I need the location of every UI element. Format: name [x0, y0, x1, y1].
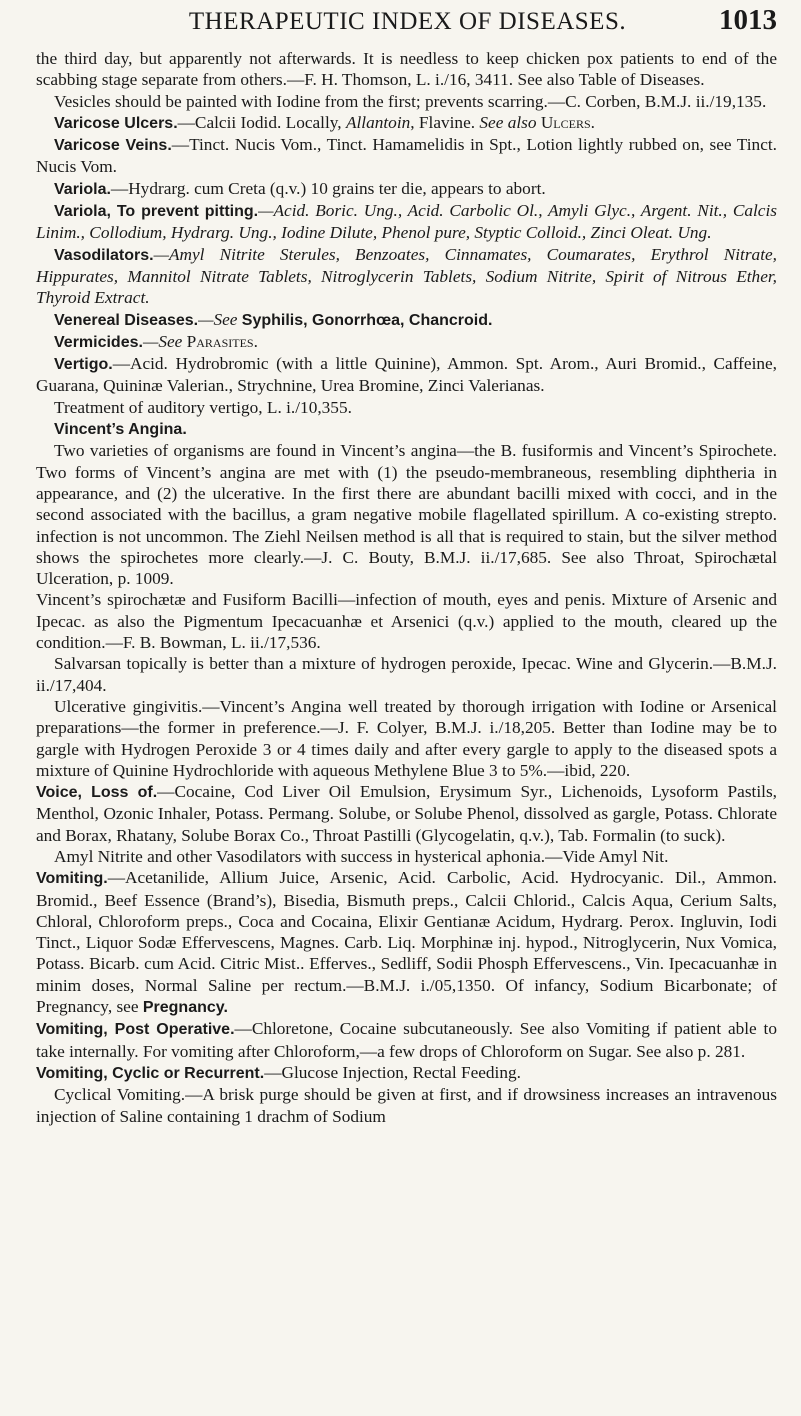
entry-vomiting — [36, 867, 777, 1018]
entry-text: the third day, but apparently not afterwards. It is needless to keep chicken pox patients to end of the scabbing stage separate from others.—F. H. Thomson, L. i./16, 3411. See also Table of Diseases. — [36, 49, 777, 90]
entry-paragraph — [36, 91, 777, 112]
entry-text: Cyclical Vomiting.—A brisk purge should be given at first, and if drowsiness increases an intravenous injection of Saline containing 1 drachm of Sodium — [36, 1085, 777, 1126]
entry-text: Two varieties of organisms are found in Vincent’s angina—the B. fusiformis and Vincent’s Spirochete. Two forms of Vincent’s angina are met with (1) the pseudo-membraneous, resembling diphtheria in appearance, and (2) the ulcerative. In the first there are abundant bacilli mixed with cocci, and in the second associated with the bacillus, a gram negative mobile flagellated spirillum. A co-existing strepto. infection is not uncommon. The Ziehl Neilsen method is all that is required to stain, but the silver method shows the spirochetes more clearly.—J. C. Bouty, B.M.J. ii./17,685. See also Throat, Spirochætal Ulceration, p. 1009. — [36, 441, 777, 589]
entry-text: —Calcii Iodid. Locally, — [177, 112, 346, 132]
entry-varicose-ulcers — [36, 112, 777, 134]
entry-paragraph — [36, 653, 777, 696]
entry-heading: Vomiting, Post Operative. — [36, 1021, 235, 1039]
entry-text: —Chloretone, Cocaine subcutaneously. See also Vomiting if patient able to take internally. For vomiting after Chloroform,—a few drops of Chloroform on Sugar. See also p. 281. — [36, 1019, 777, 1061]
entry-paragraph — [36, 1084, 777, 1127]
entry-text: Amyl Nitrite and other Vasodilators with success in hysterical aphonia.—Vide Amyl Nit. — [54, 846, 669, 866]
running-header — [36, 4, 777, 48]
entry-text: See also — [479, 112, 537, 132]
entry-text: —See — [142, 331, 187, 351]
entry-heading: Variola, To prevent pitting. — [54, 203, 259, 221]
entry-vasodilators — [36, 244, 777, 309]
entry-heading: Vasodilators. — [54, 246, 154, 264]
entry-heading: Vomiting. — [36, 870, 108, 888]
entry-text: Salvarsan topically is better than a mixture of hydrogen peroxide, Ipecac. Wine and Glycerin.—B.M.J. ii./17,404. — [36, 654, 777, 695]
entry-paragraph — [36, 48, 777, 91]
entry-text: Treatment of auditory vertigo, L. i./10,355. — [54, 397, 352, 417]
entry-vincents-angina — [36, 418, 777, 440]
entry-paragraph — [36, 440, 777, 589]
entry-heading: Venereal Diseases. — [54, 311, 199, 329]
entry-text: —Acid. Hydrobromic (with a little Quinine), Ammon. Spt. Arom., Auri Bromid., Caffeine, Guarana, Quininæ Valerian., Strychnine, Urea Bromine, Zinci Valerianas. — [36, 354, 777, 396]
page-number: 1013 — [719, 4, 777, 36]
entry-heading: Vincent’s Angina. — [54, 421, 187, 439]
entry-vermicides — [36, 331, 777, 353]
entry-text: Vesicles should be painted with Iodine from the first; prevents scarring.—C. Corben, B.M.J. ii./19,135. — [54, 91, 767, 111]
entry-text: Pregnancy. — [142, 999, 228, 1017]
entry-heading: Voice, Loss of. — [36, 784, 158, 802]
entry-text: —Amyl Nitrite Sterules, Benzoates, Cinnamates, Coumarates, Erythrol Nitrate, Hippurates, Mannitol Nitrate Tablets, Nitroglycerin Tablets, Sodium Nitrite, Spirit of Nitrous Ether, Thyroid Extract. — [36, 244, 777, 308]
entry-text: —Glucose Injection, Rectal Feeding. — [264, 1062, 521, 1082]
entry-varicose-veins — [36, 134, 777, 178]
entry-text: , Flavine. — [410, 112, 480, 132]
entry-heading: Varicose Veins. — [54, 137, 172, 155]
entry-text: —Acetanilide, Allium Juice, Arsenic, Acid. Carbolic, Acid. Hydrocyanic. Dil., Ammon. Bromid., Beef Essence (Brand’s), Bisedia, Bismuth preps., Calcii Chlorid., Calcis Aqua, Cerium Salts, Chloral, Chloroform preps., Coca and Cocaina, Elixir Gentianæ Acidum, Hydrarg. Perox. Ingluvin, Iodi Tinct., Liquor Sodæ Effervescens, Magnes. Carb. Liq. Morphinæ inj. hypod., Nitroglycerin, Nux Vomica, Potass. Bicarb. cum Acid. Citric Mist.. Efferves., Sedliff, Sodii Phosph Effervescens., Vin. Ipecacuanhæ in minim doses, Normal Saline per rectum.—B.M.J. i./05,1350. Of infancy, Sodium Bicarbonate; of Pregnancy, see — [36, 868, 777, 1017]
entry-text: Vincent’s spirochætæ and Fusiform Bacilli—infection of mouth, eyes and penis. Mixture of Arsenic and Ipecac. as also the Pigmentum Ipecacuanhæ et Arsenici (q.v.) applied to the mouth, cleared up the condition.—F. B. Bowman, L. ii./17,536. — [36, 590, 777, 653]
entry-venereal-diseases — [36, 309, 777, 331]
entry-text: Ulcers. — [540, 112, 595, 132]
entry-text: —Hydrarg. cum Creta (q.v.) 10 grains ter die, appears to abort. — [110, 178, 546, 198]
entry-vomiting-cyclic — [36, 1062, 777, 1084]
entry-paragraph — [36, 589, 777, 653]
entry-vomiting-post-operative — [36, 1018, 777, 1062]
entry-paragraph — [36, 696, 777, 781]
entry-heading: Variola. — [54, 180, 111, 198]
entry-heading: Vomiting, Cyclic or Recurrent. — [36, 1064, 265, 1082]
entry-heading: Varicose Ulcers. — [54, 114, 178, 132]
entry-text: —Acid. Boric. Ung., Acid. Carbolic Ol., Amyli Glyc., Argent. Nit., Calcis Linim., Collodium, Hydrarg. Ung., Iodine Dilute, Phenol pure, Styptic Colloid., Zinci Oleat. Ung. — [36, 201, 777, 243]
entry-variola-pitting — [36, 200, 777, 244]
entry-text: —Tinct. Nucis Vom., Tinct. Hamamelidis in Spt., Lotion lightly rubbed on, see Tinct. Nucis Vom. — [36, 135, 777, 177]
entry-paragraph — [36, 397, 777, 418]
entry-vertigo — [36, 353, 777, 397]
entry-heading: Vermicides. — [54, 333, 143, 351]
entry-text: —Cocaine, Cod Liver Oil Emulsion, Erysimum Syr., Lichenoids, Lysoform Pastils, Menthol, Ozonic Inhaler, Potass. Permang. Solube, or Solube Phenol, dissolved as gargle, Potass. Chlorate and Borax, Rhatany, Solube Borax Co., Throat Pastilli (Glycogelatin, q.v.), Tab. Formalin (to suck). — [36, 782, 777, 845]
entry-text: Ulcerative gingivitis.—Vincent’s Angina well treated by thorough irrigation with Iodine or Arsenical preparations—the former in preference.—J. F. Colyer, B.M.J. i./18,205. Better than Iodine may be to gargle with Hydrogen Peroxide 3 or 4 times daily and after every gargle to apply to the diseased spots a mixture of Quinine Hydrochloride with aqueous Methylene Blue 3 to 5%.—ibid, 220. — [36, 696, 777, 780]
running-head: THERAPEUTIC INDEX OF DISEASES. — [188, 8, 627, 35]
entry-paragraph — [36, 846, 777, 867]
entry-voice-loss — [36, 781, 777, 846]
entry-text: Parasites. — [186, 331, 258, 351]
entry-variola — [36, 178, 777, 200]
entry-heading: Vertigo. — [54, 356, 113, 374]
index-text — [36, 48, 777, 1127]
entry-text: —See — [198, 309, 242, 329]
entry-text: Allantoin — [345, 112, 411, 132]
entry-text: Syphilis, Gonorrhœa, Chancroid. — [241, 311, 493, 329]
